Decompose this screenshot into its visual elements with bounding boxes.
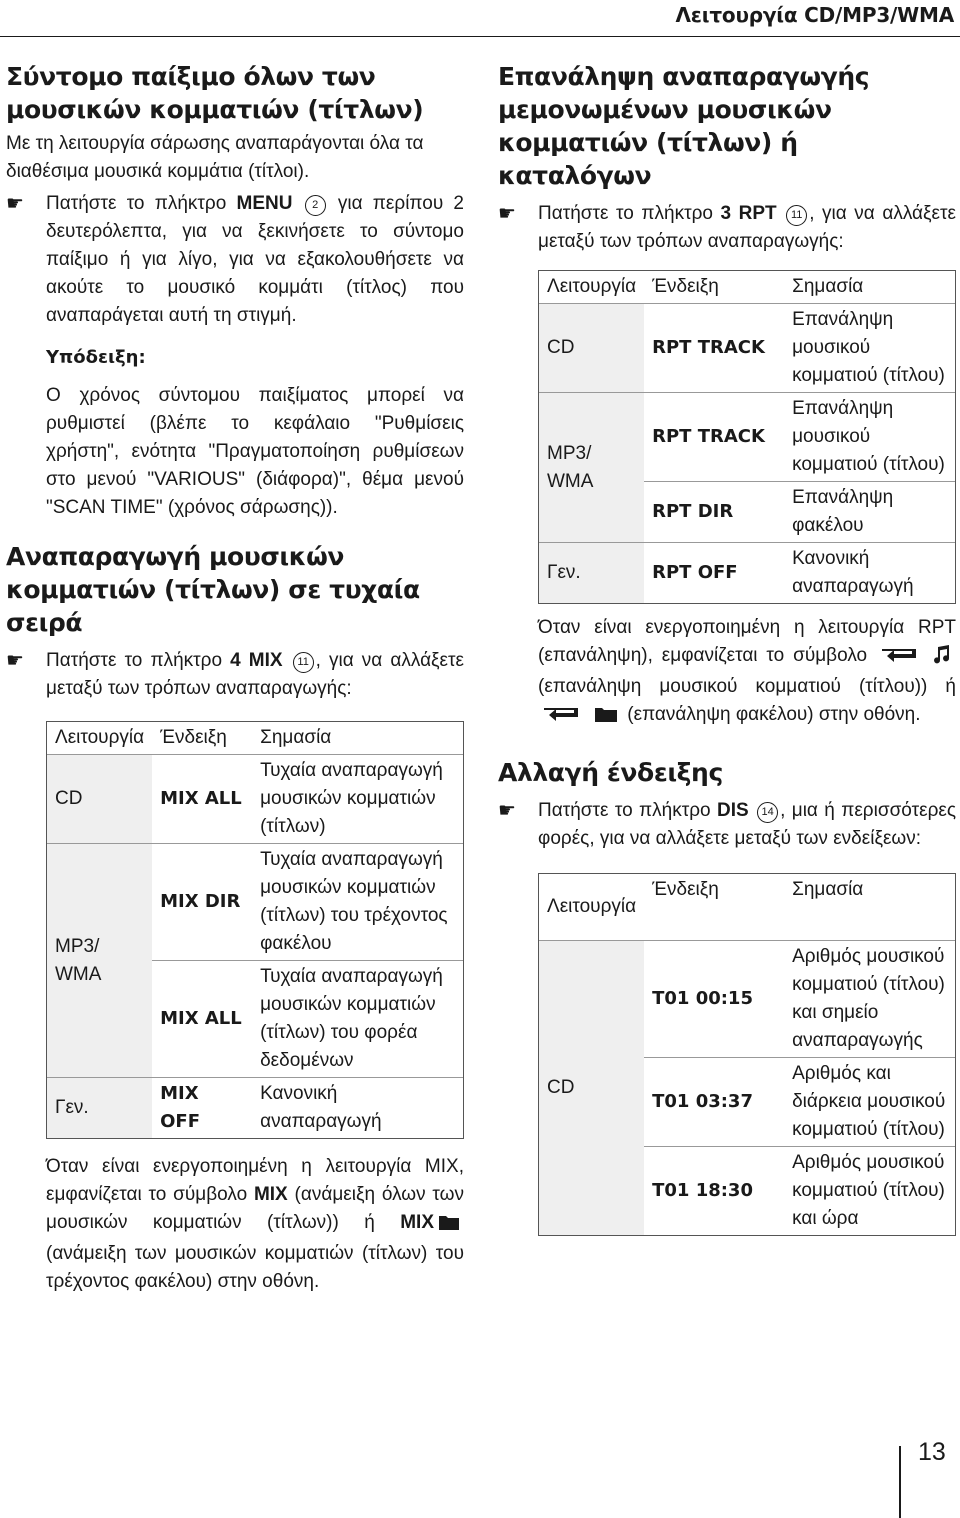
table-header-display: Ένδειξη	[644, 874, 784, 941]
repeat-step: ☛ Πατήστε το πλήκτρο 3 RPT 11 , για να αλλάξετε μεταξύ των τρόπων αναπαραγωγής:	[498, 200, 956, 256]
key-number-badge: 11	[293, 652, 314, 673]
table-row: CD RPT TRACK Επανάληψη μουσικού κομματιού (τίτλου)	[539, 304, 956, 393]
note-text: Ο χρόνος σύντομου παιξίματος μπορεί να ρυθμιστεί (βλέπε το κεφάλαιο "Ρυθμίσεις χρήστη", ενότητα "Πραγματοποίηση ρυθμίσεων στο μενού "VARIOUS" (διάφορα)", θέμα μενού "SCAN TIME" (χρόνος σάρωσης)).	[46, 385, 464, 518]
right-column	[498, 60, 956, 1236]
mix-heading: Αναπαραγωγή μουσικών κομματιών (τίτλων) σε τυχαία σειρά	[6, 542, 420, 637]
mix-step: ☛ Πατήστε το πλήκτρο 4 MIX 11 , για να αλλάξετε μεταξύ των τρόπων αναπαραγωγής:	[6, 647, 464, 703]
rpt-key-label: 3 RPT	[720, 203, 777, 224]
folder-icon	[438, 1212, 460, 1240]
scan-intro: Με τη λειτουργία σάρωσης αναπαράγονται όλα τα διαθέσιμα μουσικά κομμάτια (τίτλοι).	[6, 133, 424, 182]
table-row: Γεν. MIX OFF Κανονική αναπαραγωγή	[47, 1078, 464, 1139]
repeat-icon	[880, 645, 924, 673]
scan-step: ☛ Πατήστε το πλήκτρο MENU 2 για περίπου 2 δευτερόλεπτα, για να ξεκινήσετε το σύντομο παίξιμο ή για λίγο, για να εξακολουθήσετε να ακούτε το μουσικό κομμάτι (τίτλος) που αναπαράγεται αυτή τη στιγμή.	[6, 190, 464, 330]
key-number-badge: 11	[786, 205, 807, 226]
table-row: MIX ALL Τυχαία αναπαραγωγή μουσικών κομματιών (τίτλων) του φορέα δεδομένων	[47, 961, 464, 1078]
pointing-hand-icon: ☛	[498, 800, 516, 822]
table-header-mode: Λειτουργία	[47, 722, 153, 755]
repeat-table	[538, 270, 956, 604]
table-row: MP3/ WMA MIX DIR Τυχαία αναπαραγωγή μουσικών κομματιών (τίτλων) του τρέχοντος φακέλου	[47, 844, 464, 961]
table-row: Γεν. RPT OFF Κανονική αναπαραγωγή	[539, 543, 956, 604]
display-step: ☛ Πατήστε το πλήκτρο DIS 14 , μια ή περισσότερες φορές, για να αλλάξετε μεταξύ των ενδείξεων:	[498, 797, 956, 853]
table-row: RPT DIR Επανάληψη φακέλου	[539, 482, 956, 543]
table-row: CD MIX ALL Τυχαία αναπαραγωγή μουσικών κομματιών (τίτλων)	[47, 755, 464, 844]
scan-heading: Σύντομο παίξιμο όλων των μουσικών κομματιών (τίτλων)	[6, 62, 424, 124]
display-heading: Αλλαγή ένδειξης	[498, 758, 723, 787]
table-header-meaning: Σημασία	[784, 874, 955, 941]
page-number: 13	[918, 1438, 946, 1466]
page-number-divider	[899, 1446, 901, 1518]
table-header-meaning: Σημασία	[252, 722, 463, 755]
table-row: CD T01 00:15 Αριθμός μουσικού κομματιού (τίτλου) και σημείο αναπαραγωγής	[539, 941, 956, 1058]
folder-icon	[594, 704, 618, 732]
scan-note	[6, 344, 464, 522]
table-header-display: Ένδειξη	[644, 271, 784, 304]
mix-table	[46, 721, 464, 1139]
dis-key-label: DIS	[717, 800, 749, 821]
table-header-display: Ένδειξη	[152, 722, 252, 755]
table-row: T01 18:30 Αριθμός μουσικού κομματιού (τίτλου) και ώρα	[539, 1147, 956, 1236]
pointing-hand-icon: ☛	[498, 203, 516, 225]
page-header-title: Λειτουργία CD/MP3/WMA	[675, 3, 954, 27]
repeat-after-text: Όταν είναι ενεργοποιημένη η λειτουργία RPT (επανάληψη), εμφανίζεται το σύμβολο (επανάληψη μουσικού κομματιού (τίτλου)) ή (επανάληψη φακέλου) στην οθόνη.	[538, 614, 956, 732]
display-table	[538, 873, 956, 1236]
table-row: T01 03:37 Αριθμός και διάρκεια μουσικού κομματιού (τίτλου)	[539, 1058, 956, 1147]
table-header-meaning: Σημασία	[784, 271, 955, 304]
menu-key-label: MENU	[236, 193, 293, 214]
pointing-hand-icon: ☛	[6, 193, 24, 215]
table-header-mode: Λειτουργία	[539, 874, 645, 941]
key-number-badge: 14	[757, 802, 778, 823]
table-header-mode: Λειτουργία	[539, 271, 645, 304]
mix-after-text: Όταν είναι ενεργοποιημένη η λειτουργία MIX, εμφανίζεται το σύμβολο MIX (ανάμειξη όλων των μουσικών κομματιών (τίτλων)) ή MIX (ανάμειξη των μουσικών κομματιών (τίτλων) του τρέχοντος φακέλου) στην οθόνη.	[46, 1156, 464, 1292]
note-title: Υπόδειξη:	[46, 347, 146, 368]
mix-key-label: 4 MIX	[230, 650, 283, 671]
left-column	[6, 60, 464, 1296]
table-row: MP3/ WMA RPT TRACK Επανάληψη μουσικού κομματιού (τίτλου)	[539, 393, 956, 482]
page-header	[0, 0, 960, 37]
repeat-heading: Επανάληψη αναπαραγωγής μεμονωμένων μουσικών κομματιών (τίτλων) ή καταλόγων	[498, 62, 870, 190]
music-note-icon	[932, 644, 952, 673]
repeat-icon	[542, 704, 586, 732]
key-number-badge: 2	[305, 195, 326, 216]
pointing-hand-icon: ☛	[6, 650, 24, 672]
